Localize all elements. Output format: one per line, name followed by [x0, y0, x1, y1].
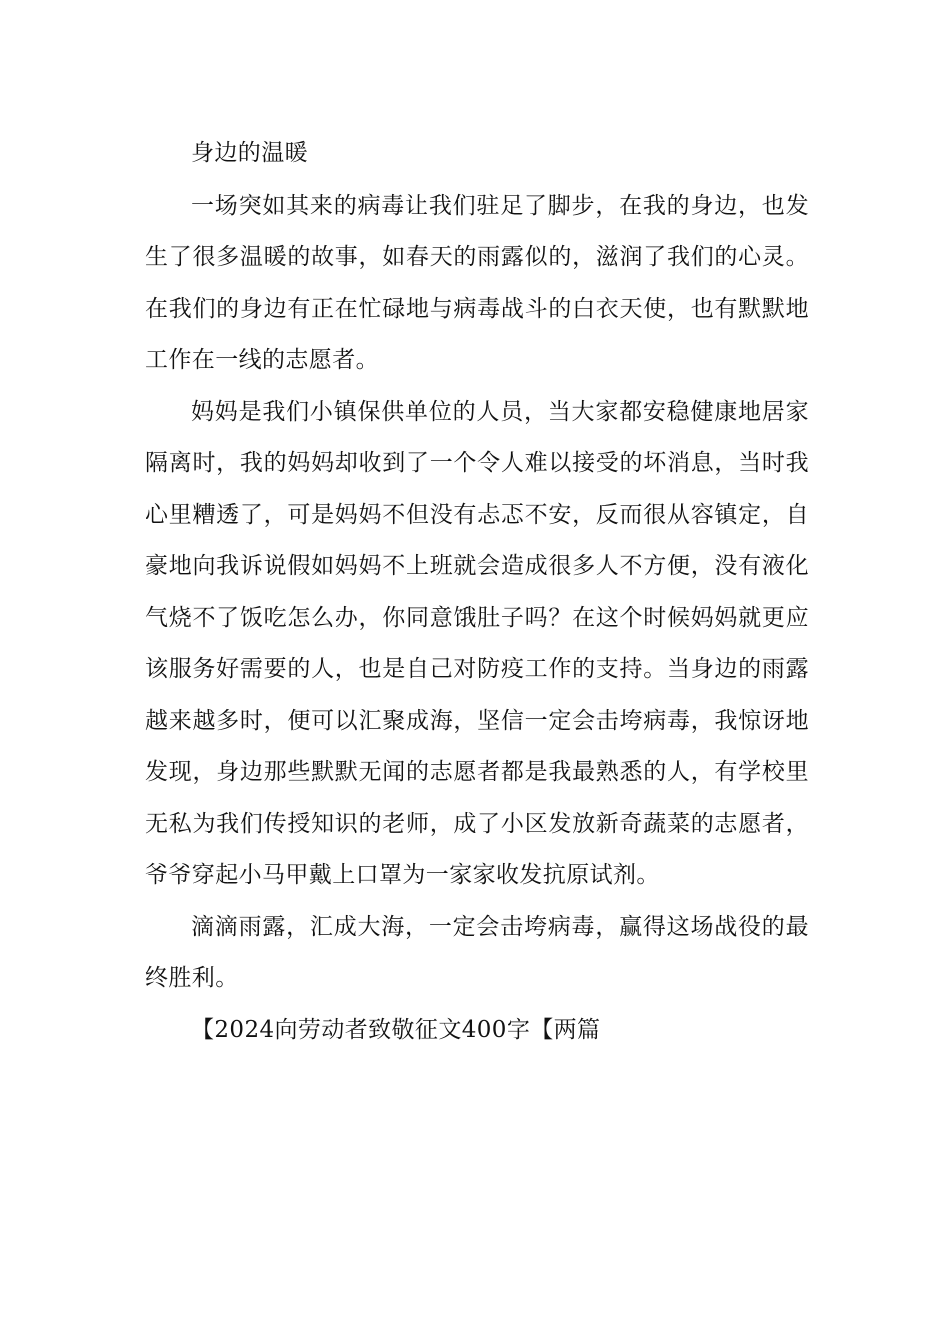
document-body [145, 128, 809, 1056]
paragraph-mother: 妈妈是我们小镇保供单位的人员，当大家都安稳健康地居家隔离时，我的妈妈却收到了一个令人难以接受的坏消息，当时我心里糟透了，可是妈妈不但没有忐忑不安，反而很从容镇定，自豪地向我诉说假如妈妈不上班就会造成很多人不方便，没有液化气烧不了饭吃怎么办，你同意饿肚子吗？在这个时候妈妈就更应该服务好需要的人，也是自己对防疫工作的支持。当身边的雨露越来越多时，便可以汇聚成海，坚信一定会击垮病毒，我惊讶地发现，身边那些默默无闻的志愿者都是我最熟悉的人，有学校里无私为我们传授知识的老师，成了小区发放新奇蔬菜的志愿者，爷爷穿起小马甲戴上口罩为一家家收发抗原试剂。 [145, 398, 809, 888]
paragraph-intro: 一场突如其来的病毒让我们驻足了脚步，在我的身边，也发生了很多温暖的故事，如春天的雨露似的，滋润了我们的心灵。在我们的身边有正在忙碌地与病毒战斗的白衣天使，也有默默地工作在一线的志愿者。 [145, 192, 809, 373]
next-article-heading: 【2024向劳动者致敬征文400字【两篇 [191, 1016, 601, 1043]
paragraph-conclusion: 滴滴雨露，汇成大海，一定会击垮病毒，赢得这场战役的最终胜利。 [145, 913, 809, 991]
article-title: 身边的温暖 [191, 140, 308, 166]
